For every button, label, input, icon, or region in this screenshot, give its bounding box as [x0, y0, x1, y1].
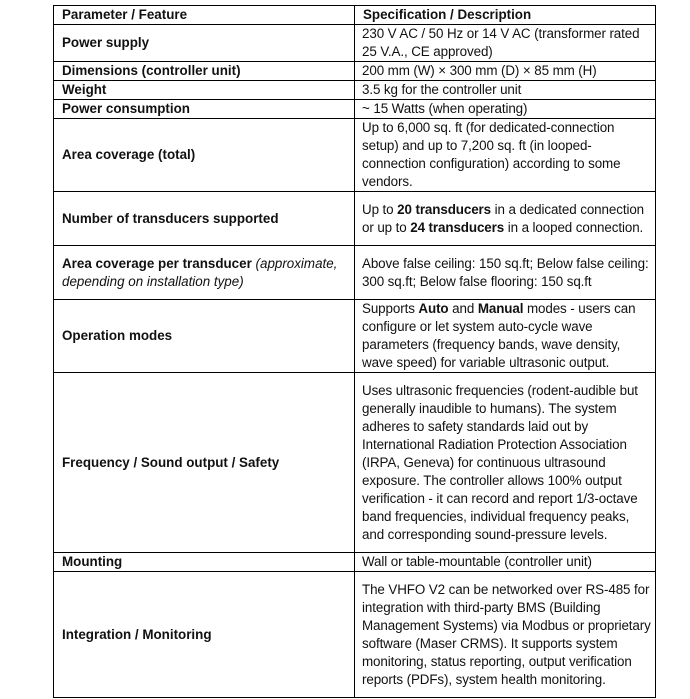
text-run: Up to — [362, 201, 398, 217]
desc-mounting: Wall or table-mountable (controller unit) — [355, 553, 656, 572]
param-area-per-transducer — [54, 246, 355, 300]
param-weight: Weight — [54, 81, 355, 100]
emphasis-auto: Auto — [418, 301, 449, 316]
table-row — [54, 100, 656, 119]
param-note: (approximate, depending on installation type) — [62, 255, 338, 289]
emphasis-manual: Manual — [477, 301, 524, 316]
param-label: Area coverage per transducer — [62, 255, 252, 271]
emphasis-dedicated-count: 20 transducers — [397, 201, 492, 217]
param-operation-modes: Operation modes — [54, 300, 355, 373]
param-power-consumption: Power consumption — [54, 100, 355, 119]
table-row — [54, 25, 656, 62]
table-row — [54, 81, 656, 100]
table-row — [54, 373, 656, 553]
desc-power-supply: 230 V AC / 50 Hz or 14 V AC (transformer rated 25 V.A., CE approved) — [355, 25, 656, 62]
table-row — [54, 62, 656, 81]
table-row — [54, 300, 656, 373]
desc-weight: 3.5 kg for the controller unit — [355, 81, 656, 100]
table-row — [54, 553, 656, 572]
param-mounting: Mounting — [54, 553, 355, 572]
param-transducers-supported: Number of transducers supported — [54, 192, 355, 246]
specification-table — [53, 5, 656, 698]
param-frequency-safety: Frequency / Sound output / Safety — [54, 373, 355, 553]
param-integration-monitoring: Integration / Monitoring — [54, 572, 355, 698]
text-run: and — [448, 301, 478, 316]
desc-operation-modes — [355, 300, 656, 373]
desc-frequency-safety: Uses ultrasonic frequencies (rodent-audible but generally inaudible to humans). The system adheres to safety standards laid out by International Radiation Protection Association (IRPA, Geneva) for continuous ultrasound exposure. The controller allows 100% output verification - it can record and report 1/3-octave band frequencies, individual frequency peaks, and corresponding sound-pressure levels. — [355, 373, 656, 553]
param-area-coverage-total: Area coverage (total) — [54, 119, 355, 192]
desc-area-coverage-total: Up to 6,000 sq. ft (for dedicated-connection setup) and up to 7,200 sq. ft (in looped-connection configuration) according to some vendors. — [355, 119, 656, 192]
table-row — [54, 192, 656, 246]
param-dimensions: Dimensions (controller unit) — [54, 62, 355, 81]
header-specification: Specification / Description — [355, 6, 656, 25]
emphasis-looped-count: 24 transducers — [410, 219, 505, 235]
table-header-row — [54, 6, 656, 25]
desc-transducers-supported — [355, 192, 656, 246]
table-row — [54, 119, 656, 192]
desc-area-per-transducer: Above false ceiling: 150 sq.ft; Below false ceiling: 300 sq.ft; Below false flooring: 150 sq.ft — [355, 246, 656, 300]
text-run: Supports — [362, 301, 419, 316]
text-run: in a looped connection. — [504, 219, 644, 235]
param-power-supply: Power supply — [54, 25, 355, 62]
header-parameter: Parameter / Feature — [54, 6, 355, 25]
table-row — [54, 246, 656, 300]
text-run: in a dedicated connection or up to — [362, 201, 645, 235]
text-run: modes - users can configure or let system auto-cycle wave parameters (frequency bands, wave density, wave speed) for variable ultrasonic output. — [362, 301, 636, 370]
desc-dimensions: 200 mm (W) × 300 mm (D) × 85 mm (H) — [355, 62, 656, 81]
desc-power-consumption: ~ 15 Watts (when operating) — [355, 100, 656, 119]
desc-integration-monitoring: The VHFO V2 can be networked over RS-485 for integration with third-party BMS (Building Management Systems) via Modbus or proprietary software (Maser CRMS). It supports system monitoring, status reporting, output verification reports (PDFs), system health monitoring. — [355, 572, 656, 698]
table-row — [54, 572, 656, 698]
